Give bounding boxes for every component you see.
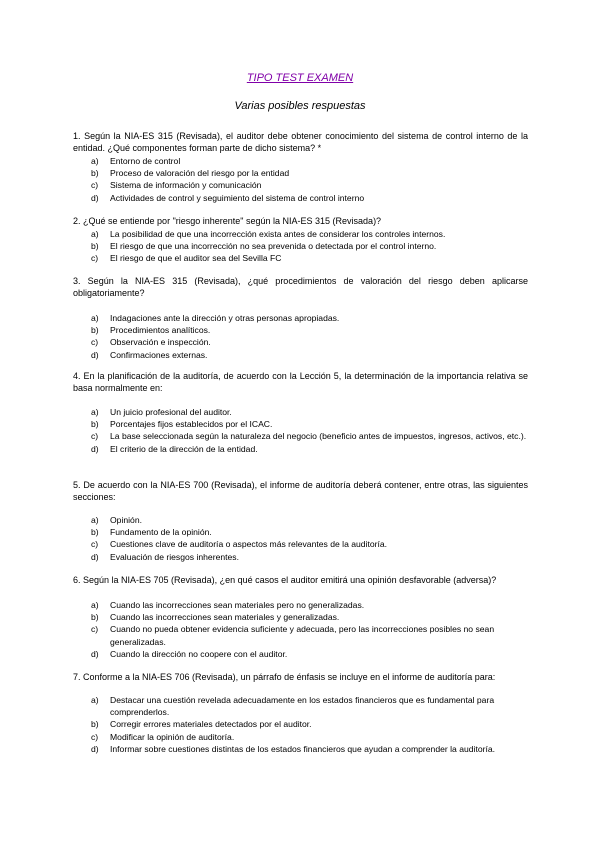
answers-2 [91, 228, 531, 265]
answer-4b: b) Porcentajes fijos establecidos por el ICAC. [91, 419, 273, 430]
answer-5a: a) Opinión. [91, 515, 143, 525]
answer-7c: c) Modificar la opinión de auditoría. [91, 731, 235, 742]
answers-4 [91, 406, 531, 455]
answer-1b: b) Proceso de valoración del riesgo por la entidad [91, 168, 290, 179]
answer-6d: d) Cuando la dirección no coopere con el auditor. [91, 648, 288, 659]
answer-7b: b) Corregir errores materiales detectados por el auditor. [91, 719, 312, 730]
answer-3b: b) Procedimientos analíticos. [91, 325, 211, 336]
answer-4d: d) El criterio de la dirección de la entidad. [91, 443, 258, 454]
document-title: TIPO TEST EXAMEN [246, 72, 354, 84]
question-3: 3. Según la NIA-ES 315 (Revisada), ¿qué procedimientos de valoración del riesgo deben aplicarse obligatoriamente? [73, 276, 528, 298]
answers-7 [91, 694, 531, 755]
answer-7a: a) Destacar una cuestión revelada adecuadamente en los estados financieros que es fundamental para comprenderlos. [91, 695, 495, 718]
answer-4a: a) Un juicio profesional del auditor. [91, 407, 232, 417]
answer-1d: d) Actividades de control y seguimiento del sistema de control interno [91, 192, 365, 203]
answers-1 [91, 155, 531, 204]
answer-3d: d) Confirmaciones externas. [91, 349, 208, 360]
answers-3 [91, 312, 531, 361]
answers-5 [91, 514, 531, 563]
question-5: 5. De acuerdo con la NIA-ES 700 (Revisada), el informe de auditoría deberá contener, entre otras, las siguientes secciones: [73, 480, 528, 502]
question-2: 2. ¿Qué se entiende por "riesgo inherente" según la NIA-ES 315 (Revisada)? [73, 216, 382, 226]
answer-5d: d) Evaluación de riesgos inherentes. [91, 551, 239, 562]
answer-4c: c) La base seleccionada según la naturaleza del negocio (beneficio antes de impuestos, ingresos, activos, etc.). [91, 431, 527, 442]
document-subtitle: Varias posibles respuestas [234, 100, 366, 112]
answer-6a: a) Cuando las incorrecciones sean materiales pero no generalizadas. [91, 600, 365, 610]
answer-5b: b) Fundamento de la opinión. [91, 527, 212, 538]
answer-2b: b) El riesgo de que una incorrección no sea prevenida o detectada por el control interno. [91, 241, 437, 252]
answer-3a: a) Indagaciones ante la dirección y otras personas apropiadas. [91, 313, 340, 323]
answer-5c: c) Cuestiones clave de auditoría o aspectos más relevantes de la auditoría. [91, 539, 388, 550]
answer-7d: d) Informar sobre cuestiones distintas de los estados financieros que ayudan a comprender la auditoría. [91, 743, 496, 754]
answer-2a: a) La posibilidad de que una incorrección exista antes de considerar los controles internos. [91, 229, 446, 239]
answer-1c: c) Sistema de información y comunicación [91, 180, 262, 191]
question-6: 6. Según la NIA-ES 705 (Revisada), ¿en qué casos el auditor emitirá una opinión desfavorable (adversa)? [73, 575, 497, 585]
answer-6c: c) Cuando no pueda obtener evidencia suficiente y adecuada, pero las incorrecciones posibles no sean generalizadas. [91, 624, 495, 647]
question-7: 7. Conforme a la NIA-ES 706 (Revisada), un párrafo de énfasis se incluye en el informe de auditoría para: [73, 672, 496, 682]
answer-2c: c) El riesgo de que el auditor sea del Sevilla FC [91, 253, 282, 264]
question-4: 4. En la planificación de la auditoría, de acuerdo con la Lección 5, la determinación de la importancia relativa se basa normalmente en: [73, 371, 528, 393]
answers-6 [91, 599, 531, 660]
answer-1a: a) Entorno de control [91, 156, 181, 166]
question-1: 1. Según la NIA-ES 315 (Revisada), el auditor debe obtener conocimiento del sistema de control interno de la entidad. ¿Qué componentes forman parte de dicho sistema? * [73, 131, 528, 153]
answer-3c: c) Observación e inspección. [91, 337, 211, 348]
answer-6b: b) Cuando las incorrecciones sean materiales y generalizadas. [91, 612, 340, 623]
